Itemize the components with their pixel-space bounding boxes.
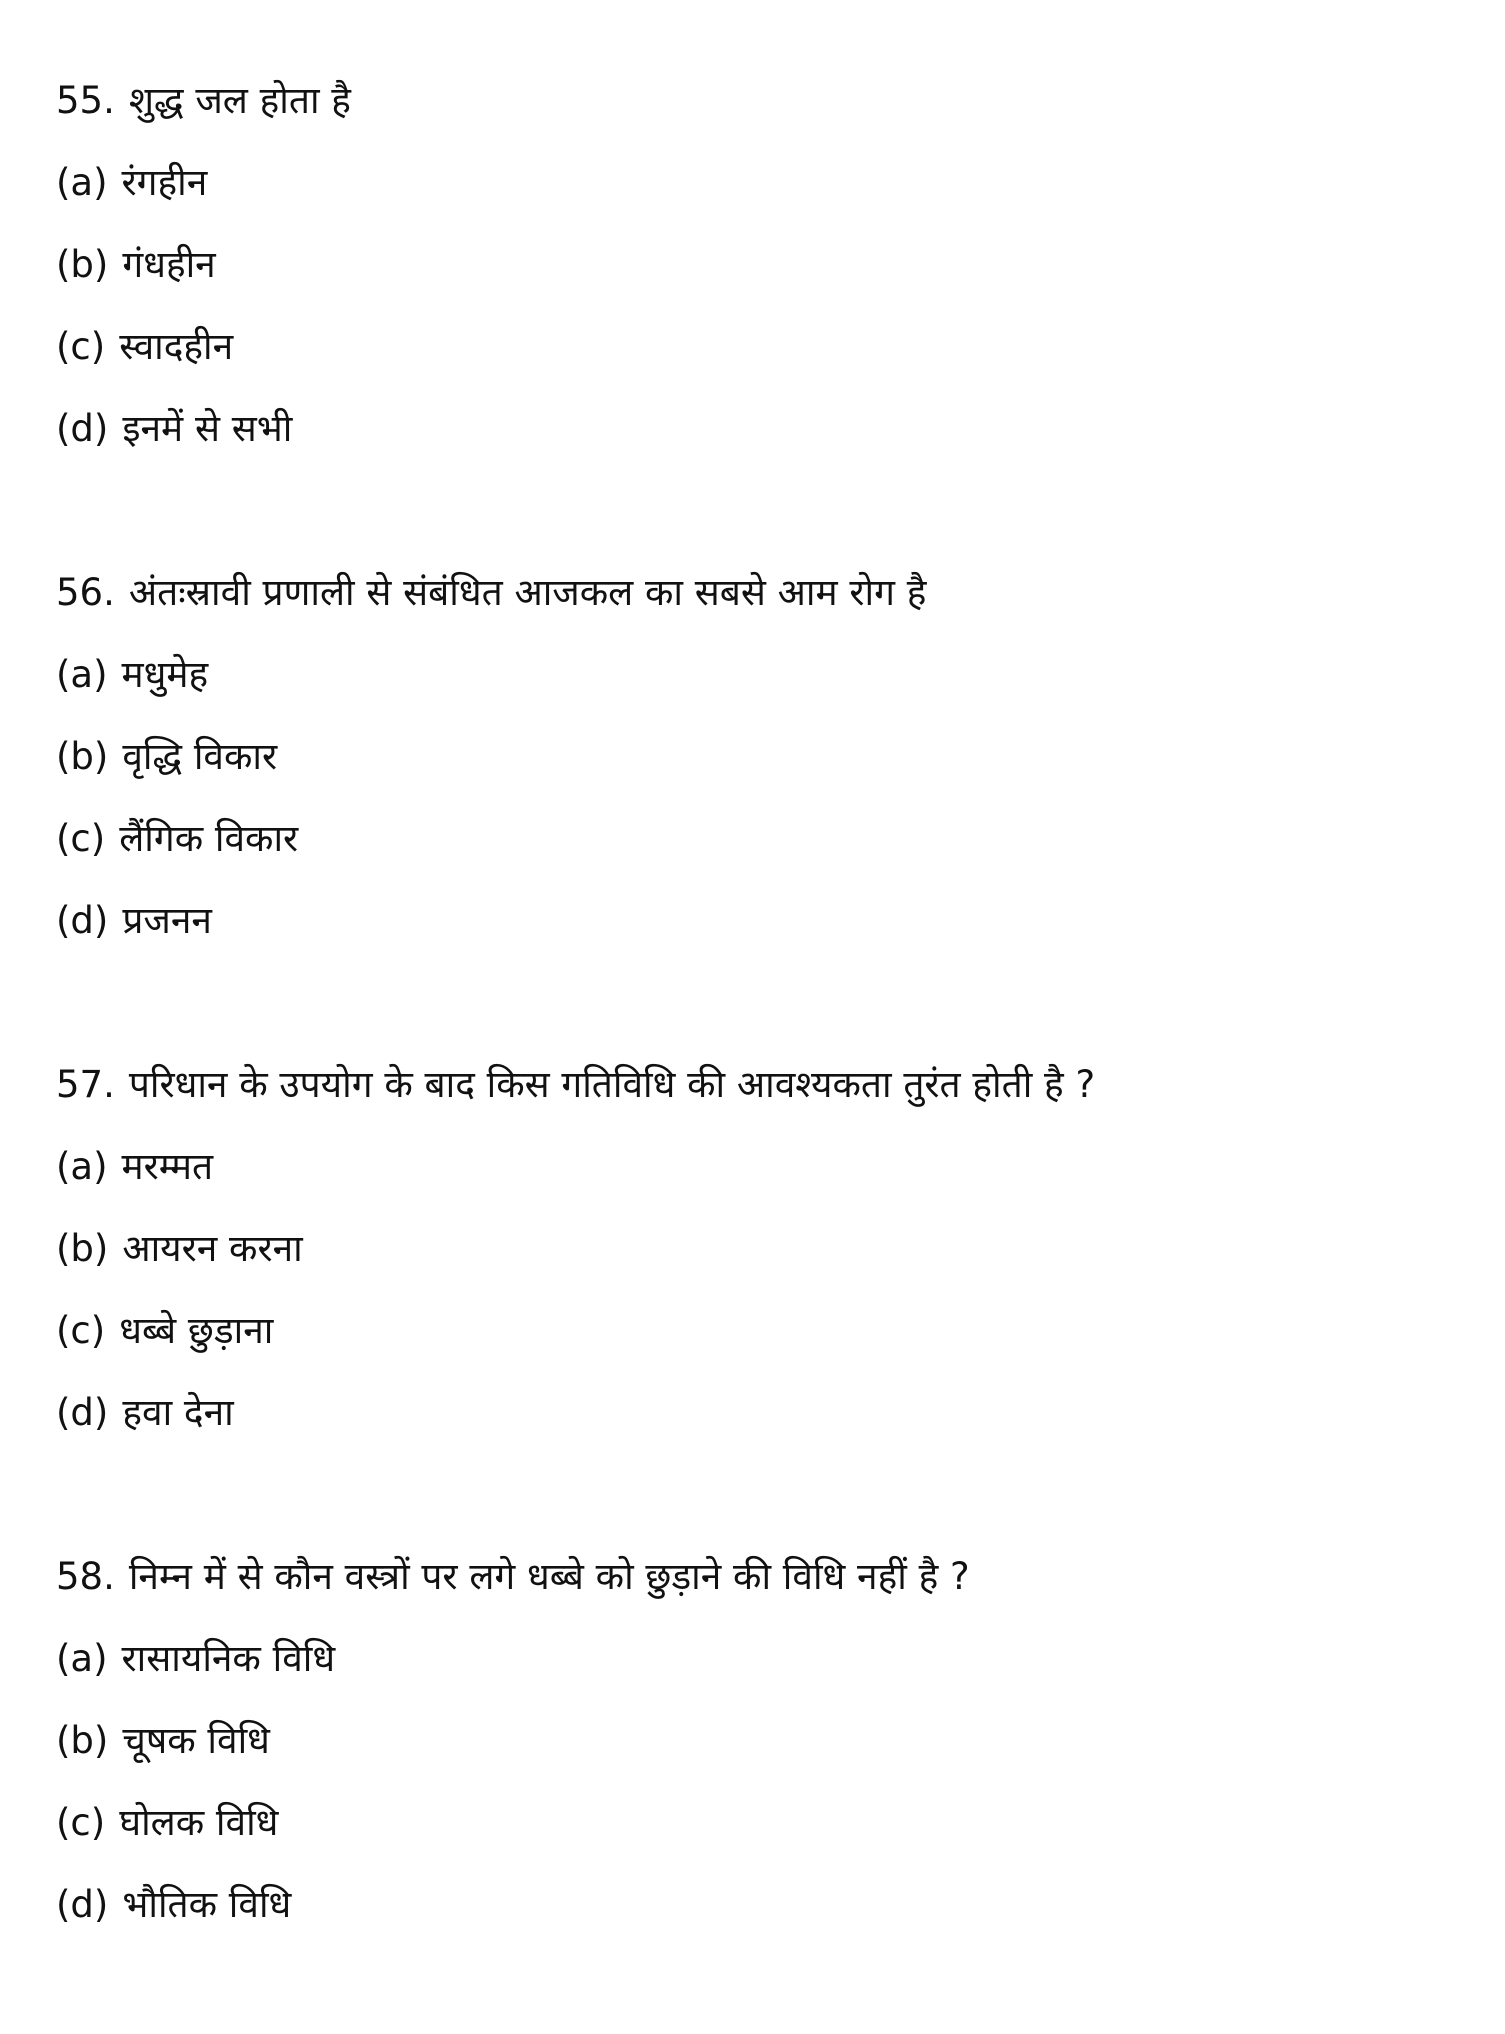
option-item: [56, 1782, 1095, 1864]
option-label: (c): [56, 325, 106, 368]
option-text: गंधहीन: [122, 243, 216, 286]
option-item: [56, 142, 1095, 224]
option-item: [56, 1700, 1095, 1782]
question-number: 55.: [56, 79, 115, 122]
option-item: [56, 1126, 1095, 1208]
question-number: 57.: [56, 1063, 115, 1106]
option-text: हवा देना: [122, 1391, 234, 1434]
option-item: [56, 1208, 1095, 1290]
option-label: (a): [56, 1145, 108, 1188]
question-text: निम्न में से कौन वस्त्रों पर लगे धब्बे को छुड़ाने की विधि नहीं है ?: [128, 1555, 970, 1598]
option-label: (a): [56, 1637, 108, 1680]
option-text: लैंगिक विकार: [119, 817, 299, 860]
question-block: [56, 1044, 1095, 1454]
option-label: (b): [56, 1227, 109, 1270]
option-text: रासायनिक विधि: [121, 1637, 336, 1680]
option-text: वृद्धि विकार: [122, 735, 278, 778]
option-text: इनमें से सभी: [122, 407, 293, 450]
option-text: स्वादहीन: [119, 325, 234, 368]
option-text: मधुमेह: [121, 653, 209, 696]
option-item: [56, 716, 1095, 798]
option-item: [56, 224, 1095, 306]
question-number: 56.: [56, 571, 115, 614]
option-label: (c): [56, 1801, 106, 1844]
option-text: रंगहीन: [121, 161, 208, 204]
option-item: [56, 634, 1095, 716]
option-text: प्रजनन: [122, 899, 212, 942]
option-label: (c): [56, 817, 106, 860]
option-item: [56, 1290, 1095, 1372]
option-item: [56, 1864, 1095, 1946]
option-item: [56, 1372, 1095, 1454]
question-text: परिधान के उपयोग के बाद किस गतिविधि की आवश्यकता तुरंत होती है ?: [128, 1063, 1096, 1106]
option-item: [56, 306, 1095, 388]
option-label: (a): [56, 653, 108, 696]
question-block: [56, 1536, 1095, 1946]
question-text: शुद्ध जल होता है: [128, 79, 351, 122]
option-label: (d): [56, 407, 109, 450]
option-label: (d): [56, 1883, 109, 1926]
question-stem: [56, 1536, 1095, 1618]
option-item: [56, 880, 1095, 962]
option-label: (a): [56, 161, 108, 204]
option-label: (b): [56, 243, 109, 286]
option-label: (b): [56, 1719, 109, 1762]
question-block: [56, 552, 1095, 962]
question-stem: [56, 552, 1095, 634]
question-stem: [56, 1044, 1095, 1126]
option-text: मरम्मत: [121, 1145, 214, 1188]
option-item: [56, 798, 1095, 880]
option-item: [56, 1618, 1095, 1700]
option-text: घोलक विधि: [119, 1801, 279, 1844]
option-label: (b): [56, 735, 109, 778]
question-text: अंतःस्रावी प्रणाली से संबंधित आजकल का सबसे आम रोग है: [128, 571, 927, 614]
option-text: भौतिक विधि: [122, 1883, 292, 1926]
option-text: धब्बे छुड़ाना: [119, 1309, 274, 1352]
option-label: (d): [56, 1391, 109, 1434]
option-label: (d): [56, 899, 109, 942]
option-text: आयरन करना: [122, 1227, 303, 1270]
option-text: चूषक विधि: [122, 1719, 270, 1762]
question-stem: [56, 60, 1095, 142]
question-block: [56, 60, 1095, 470]
option-item: [56, 388, 1095, 470]
option-label: (c): [56, 1309, 106, 1352]
question-list: [56, 60, 1095, 2028]
question-number: 58.: [56, 1555, 115, 1598]
